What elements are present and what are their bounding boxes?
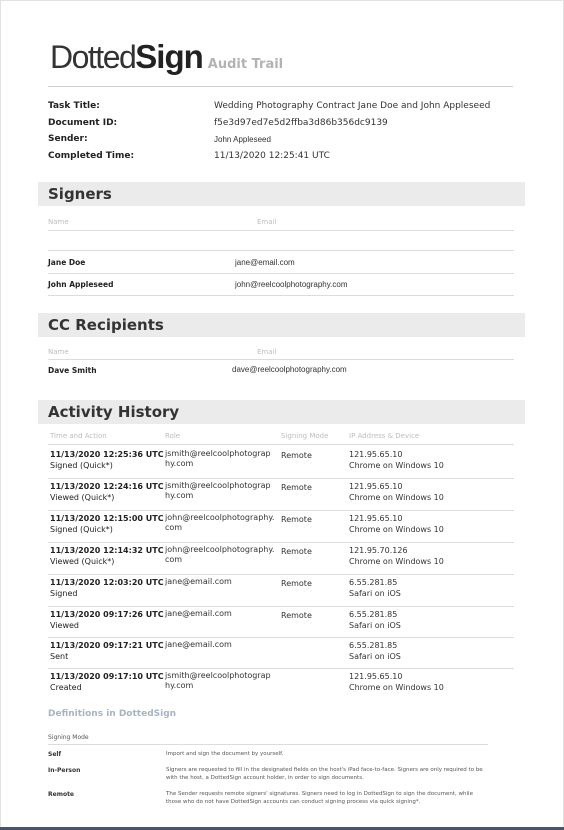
activity-col-time: Time and Action — [50, 432, 107, 440]
activity-ip: 121.95.65.10 — [349, 514, 403, 523]
activity-action: Viewed — [50, 621, 79, 630]
activity-time-action — [50, 640, 164, 662]
activity-row-rule — [48, 478, 514, 479]
completed-time-row — [48, 151, 518, 168]
definition-desc: The Sender requests remote signers' signatures. Signers need to log in DottedSign to sign the document, while those who do not have DottedSign accounts can conduct signing process via quick signing*. — [166, 791, 473, 805]
activity-ip: 6.55.281.85 — [349, 578, 398, 587]
cc-col-name: Name — [48, 348, 69, 356]
document-id-value: f5e3d97ed7e5d2ffba3d86b356dc9139 — [214, 117, 388, 128]
document-id-row — [48, 118, 518, 135]
activity-ip-device — [349, 513, 444, 535]
activity-time: 11/13/2020 12:14:32 UTC — [50, 546, 164, 555]
document-meta — [48, 101, 518, 167]
definition-desc: Signers are requested to fill in the designated fields on the host's iPad face-to-face. Signers are only required to be with the host, a DottedSign account holder, in order to sign documents. — [166, 767, 483, 781]
sender-label: Sender: — [48, 134, 88, 144]
activity-device: Chrome on Windows 10 — [349, 557, 444, 566]
completed-time-label: Completed Time: — [48, 150, 135, 161]
logo-dotted: Dotted — [50, 39, 136, 75]
signers-row-rule — [48, 273, 514, 274]
activity-role: john@reelcoolphotography.com — [165, 513, 275, 532]
activity-row-rule — [48, 637, 514, 638]
activity-ip-device — [349, 481, 444, 503]
activity-ip: 121.95.65.10 — [349, 482, 403, 491]
logo-sign: Sign — [135, 38, 203, 75]
definition-term: Self — [48, 751, 62, 758]
activity-row-rule — [48, 542, 514, 543]
activity-time: 11/13/2020 12:15:00 UTC — [50, 514, 164, 523]
activity-device: Safari on iOS — [349, 621, 401, 630]
definition-term: In-Person — [48, 767, 81, 774]
activity-action: Sent — [50, 652, 69, 661]
activity-time: 11/13/2020 12:24:16 UTC — [50, 482, 164, 491]
activity-role: jane@email.com — [165, 577, 232, 586]
activity-action: Signed — [50, 589, 78, 598]
cc-heading: CC Recipients — [48, 316, 164, 334]
activity-time-action — [50, 609, 164, 631]
activity-row — [48, 671, 514, 701]
activity-time: 11/13/2020 12:25:36 UTC — [50, 450, 164, 459]
cc-header-rule — [48, 359, 514, 360]
activity-device: Chrome on Windows 10 — [349, 525, 444, 534]
activity-device: Chrome on Windows 10 — [349, 461, 444, 470]
activity-time-action — [50, 513, 164, 535]
activity-ip-device — [349, 671, 444, 693]
activity-row — [48, 513, 514, 543]
cc-section-header — [38, 313, 525, 337]
activity-ip: 121.95.70.126 — [349, 546, 408, 555]
completed-time-value: 11/13/2020 12:25:41 UTC — [214, 150, 330, 161]
activity-role: john@reelcoolphotography.com — [165, 545, 275, 564]
activity-header-rule — [48, 444, 514, 445]
activity-action: Created — [50, 683, 82, 692]
definition-desc: Import and sign the document by yourself. — [166, 751, 284, 757]
activity-role: jane@email.com — [165, 640, 232, 649]
activity-action: Viewed (Quick*) — [50, 557, 115, 566]
activity-signing-mode: Remote — [281, 451, 312, 460]
activity-time-action — [50, 545, 164, 567]
activity-action: Signed (Quick*) — [50, 461, 113, 470]
activity-time: 11/13/2020 09:17:21 UTC — [50, 641, 164, 650]
logo-divider — [48, 86, 513, 87]
dottedsign-logo — [50, 38, 283, 76]
activity-row — [48, 640, 514, 670]
activity-ip-device — [349, 640, 401, 662]
signers-row-rule — [48, 295, 514, 296]
activity-row-rule — [48, 606, 514, 607]
definitions-rule — [48, 744, 488, 745]
activity-ip: 121.95.65.10 — [349, 450, 403, 459]
activity-signing-mode: Remote — [281, 611, 312, 620]
definition-term: Remote — [48, 791, 75, 798]
signers-col-email: Email — [257, 218, 277, 226]
activity-role: jsmith@reelcoolphotography.com — [165, 481, 271, 500]
signer-name: John Appleseed — [48, 280, 114, 289]
activity-row — [48, 449, 514, 479]
activity-time: 11/13/2020 09:17:10 UTC — [50, 672, 164, 681]
signers-header-rule — [48, 230, 514, 231]
activity-row — [48, 609, 514, 639]
activity-signing-mode: Remote — [281, 547, 312, 556]
signers-heading: Signers — [48, 185, 112, 203]
activity-time: 11/13/2020 12:03:20 UTC — [50, 578, 164, 587]
activity-time: 11/13/2020 09:17:26 UTC — [50, 610, 164, 619]
activity-ip-device — [349, 545, 444, 567]
activity-time-action — [50, 449, 164, 471]
activity-device: Safari on iOS — [349, 589, 401, 598]
logo-subtitle: Audit Trail — [207, 57, 284, 72]
definitions-title: Definitions in DottedSign — [48, 709, 177, 719]
signer-email: jane@email.com — [235, 258, 295, 267]
activity-col-ip: IP Address & Device — [349, 432, 420, 440]
activity-device: Chrome on Windows 10 — [349, 493, 444, 502]
activity-action: Signed (Quick*) — [50, 525, 113, 534]
activity-col-role: Role — [165, 432, 181, 440]
sender-value: John Appleseed — [214, 135, 271, 144]
task-title-row — [48, 101, 518, 118]
activity-signing-mode: Remote — [281, 579, 312, 588]
activity-ip-device — [349, 609, 401, 631]
activity-device: Chrome on Windows 10 — [349, 683, 444, 692]
sender-row — [48, 134, 518, 151]
signers-col-name: Name — [48, 218, 69, 226]
signer-name: Jane Doe — [48, 258, 86, 267]
activity-time-action — [50, 481, 164, 503]
activity-row-rule — [48, 574, 514, 575]
activity-ip: 6.55.281.85 — [349, 641, 398, 650]
activity-device: Safari on iOS — [349, 652, 401, 661]
activity-row-rule — [48, 668, 514, 669]
activity-row-rule — [48, 510, 514, 511]
activity-ip-device — [349, 449, 444, 471]
cc-col-email: Email — [257, 348, 277, 356]
signers-rule — [48, 250, 514, 251]
document-id-label: Document ID: — [48, 117, 118, 128]
activity-ip: 6.55.281.85 — [349, 610, 398, 619]
activity-heading: Activity History — [48, 403, 180, 421]
activity-signing-mode: Remote — [281, 515, 312, 524]
activity-role: jsmith@reelcoolphotography.com — [165, 671, 271, 690]
activity-action: Viewed (Quick*) — [50, 493, 115, 502]
activity-col-mode: Signing Mode — [281, 432, 329, 440]
activity-ip: 121.95.65.10 — [349, 672, 403, 681]
activity-ip-device — [349, 577, 401, 599]
task-title-label: Task Title: — [48, 101, 100, 111]
activity-row — [48, 481, 514, 511]
activity-role: jsmith@reelcoolphotography.com — [165, 449, 271, 468]
cc-email: dave@reelcoolphotography.com — [232, 365, 347, 374]
activity-role: jane@email.com — [165, 609, 232, 618]
signer-email: john@reelcoolphotography.com — [235, 280, 348, 289]
activity-row — [48, 577, 514, 607]
signers-section-header — [38, 182, 525, 206]
activity-row — [48, 545, 514, 575]
definitions-mode-header: Signing Mode — [48, 734, 89, 741]
task-title-value: Wedding Photography Contract Jane Doe and John Appleseed — [214, 101, 491, 111]
activity-time-action — [50, 577, 164, 599]
activity-section-header — [38, 400, 525, 424]
cc-name: Dave Smith — [48, 366, 97, 375]
activity-signing-mode: Remote — [281, 483, 312, 492]
activity-time-action — [50, 671, 164, 693]
